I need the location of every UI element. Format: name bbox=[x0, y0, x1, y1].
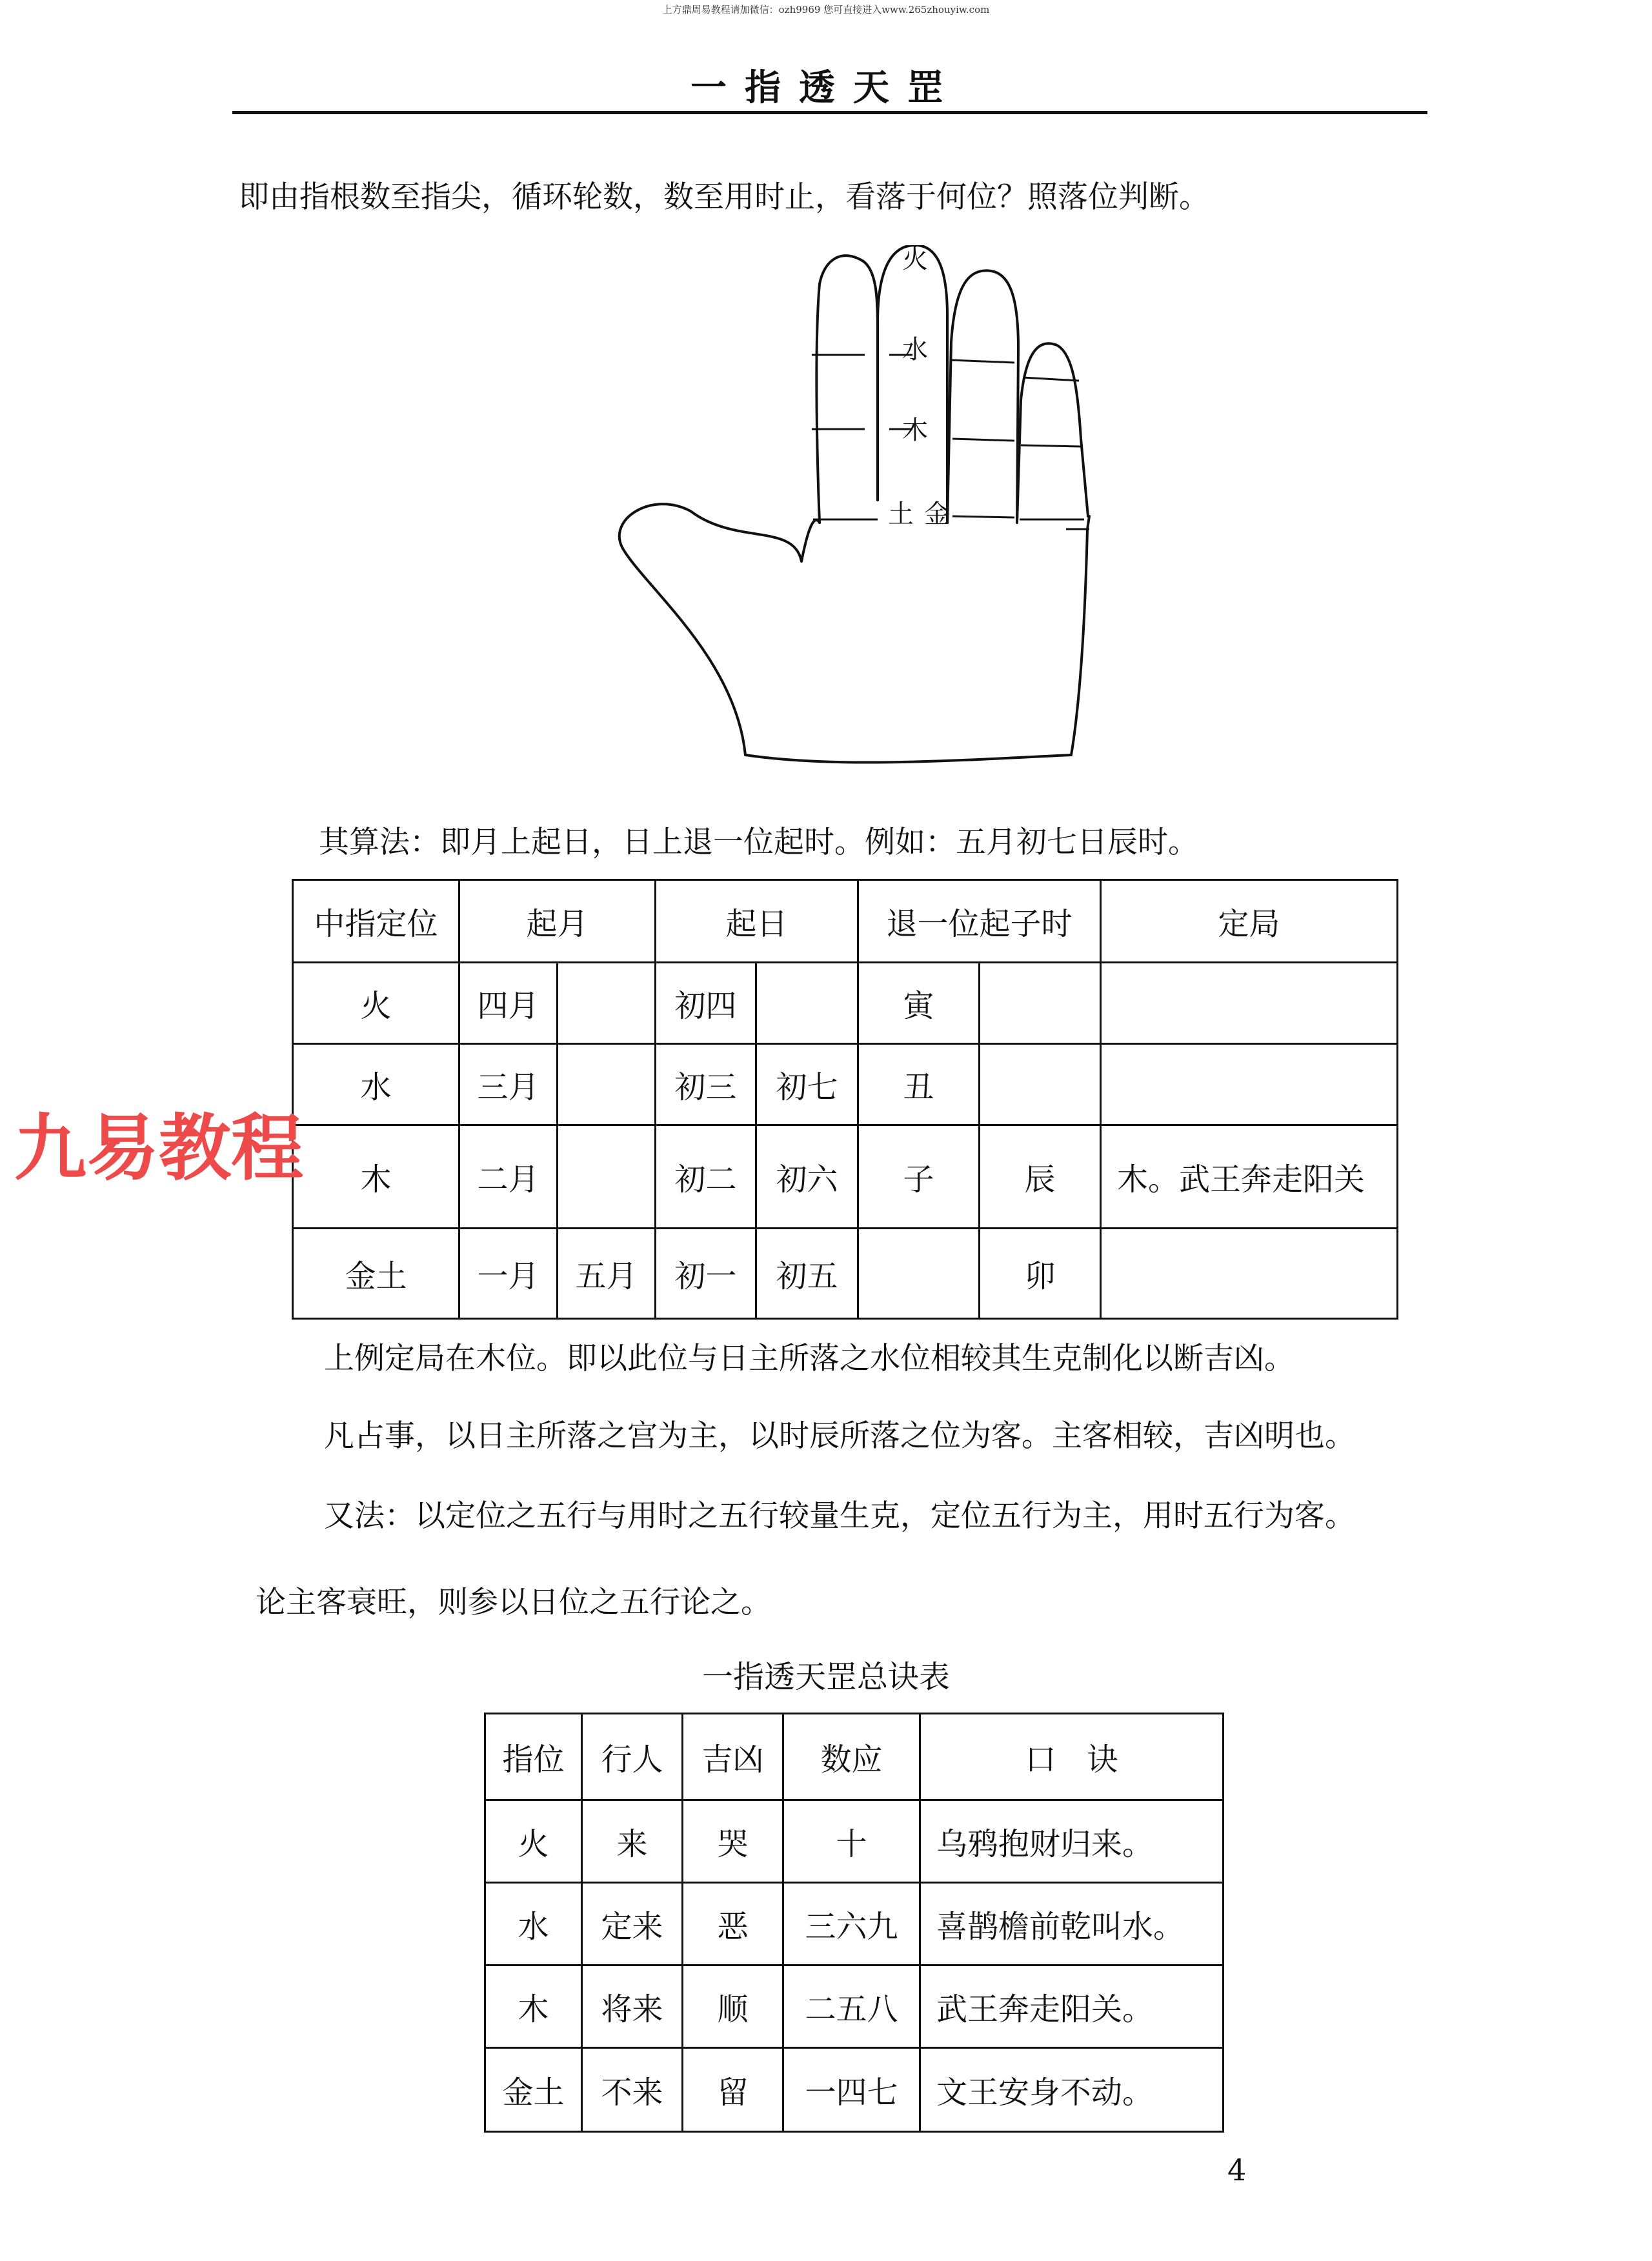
table-cell: 五月 bbox=[558, 1229, 656, 1319]
header-cell: 指位 bbox=[485, 1714, 582, 1800]
watermark-text: 九易教程 bbox=[14, 1107, 303, 1191]
table-cell: 初一 bbox=[656, 1229, 756, 1319]
header-cell: 起月 bbox=[459, 880, 656, 963]
table-row bbox=[293, 1044, 1398, 1125]
table-cell: 十 bbox=[783, 1800, 920, 1883]
table-cell: 初二 bbox=[656, 1125, 756, 1229]
table-cell: 卯 bbox=[980, 1229, 1101, 1319]
table-row bbox=[485, 2048, 1224, 2132]
header-cell: 中指定位 bbox=[293, 880, 459, 963]
table2-caption: 一指透天罡总诀表 bbox=[701, 1659, 950, 1695]
paragraph-1: 上例定局在木位。即以此位与日主所落之水位相较其生克制化以断吉凶。 bbox=[324, 1341, 1294, 1376]
table-cell: 初四 bbox=[656, 963, 756, 1044]
hand-diagram bbox=[607, 245, 1110, 781]
table-row bbox=[293, 963, 1398, 1044]
header-cell: 行人 bbox=[582, 1714, 683, 1800]
header-cell: 数应 bbox=[783, 1714, 920, 1800]
table-cell: 二月 bbox=[459, 1125, 558, 1229]
table-cell: 水 bbox=[293, 1044, 459, 1125]
table-cell: 顺 bbox=[683, 1965, 783, 2048]
table-header-row bbox=[293, 880, 1398, 963]
table-cell: 初六 bbox=[756, 1125, 858, 1229]
table-cell bbox=[558, 1044, 656, 1125]
table-cell: 一月 bbox=[459, 1229, 558, 1319]
table-cell bbox=[1101, 1044, 1398, 1125]
paragraph-2: 凡占事，以日主所落之宫为主，以时辰所落之位为客。主客相较，吉凶明也。 bbox=[324, 1418, 1355, 1454]
table-cell: 初三 bbox=[656, 1044, 756, 1125]
table-cell bbox=[1101, 1229, 1398, 1319]
table-cell: 火 bbox=[485, 1800, 582, 1883]
table-cell: 寅 bbox=[858, 963, 980, 1044]
header-cell: 退一位起子时 bbox=[858, 880, 1101, 963]
table-row bbox=[293, 1125, 1398, 1229]
header-cell: 起日 bbox=[656, 880, 858, 963]
table-cell: 乌鸦抱财归来。 bbox=[920, 1800, 1224, 1883]
table-cell bbox=[558, 1125, 656, 1229]
table-cell: 哭 bbox=[683, 1800, 783, 1883]
table-cell: 喜鹊檐前乾叫水。 bbox=[920, 1883, 1224, 1965]
table-cell: 木 bbox=[293, 1125, 459, 1229]
table-cell: 定来 bbox=[582, 1883, 683, 1965]
page-number: 4 bbox=[1227, 2153, 1247, 2187]
table-cell: 木。武王奔走阳关 bbox=[1101, 1125, 1398, 1229]
table-header-row bbox=[485, 1714, 1224, 1800]
method-paragraph: 其算法：即月上起日，日上退一位起时。例如：五月初七日辰时。 bbox=[319, 825, 1198, 860]
zongjue-table bbox=[484, 1713, 1224, 2133]
header-rule bbox=[232, 111, 1427, 114]
table-cell: 初七 bbox=[756, 1044, 858, 1125]
table-cell: 将来 bbox=[582, 1965, 683, 2048]
table-cell: 金土 bbox=[485, 2048, 582, 2132]
table-cell bbox=[858, 1229, 980, 1319]
hand-label-water: 水 bbox=[902, 335, 928, 365]
table-cell: 不来 bbox=[582, 2048, 683, 2132]
table-row bbox=[293, 1229, 1398, 1319]
paragraph-4: 论主客衰旺，则参以日位之五行论之。 bbox=[256, 1585, 771, 1620]
page-header-title: 一指透天罡 bbox=[690, 66, 962, 109]
table-cell: 三六九 bbox=[783, 1883, 920, 1965]
table-cell: 四月 bbox=[459, 963, 558, 1044]
table-row bbox=[485, 1965, 1224, 2048]
hand-label-earth: 土 bbox=[888, 499, 914, 529]
paragraph-3: 又法：以定位之五行与用时之五行较量生克，定位五行为主，用时五行为客。 bbox=[324, 1498, 1355, 1534]
intro-paragraph: 即由指根数至指尖，循环轮数，数至用时止，看落于何位？照落位判断。 bbox=[239, 179, 1209, 215]
table-cell bbox=[980, 1044, 1101, 1125]
header-cell: 吉凶 bbox=[683, 1714, 783, 1800]
table-cell bbox=[756, 963, 858, 1044]
table-cell bbox=[980, 963, 1101, 1044]
table-cell: 丑 bbox=[858, 1044, 980, 1125]
dingju-table bbox=[292, 879, 1398, 1320]
table-cell bbox=[1101, 963, 1398, 1044]
table-cell: 恶 bbox=[683, 1883, 783, 1965]
table-cell: 来 bbox=[582, 1800, 683, 1883]
table-cell: 水 bbox=[485, 1883, 582, 1965]
hand-label-wood: 木 bbox=[902, 416, 928, 445]
table-row bbox=[485, 1883, 1224, 1965]
table-cell: 子 bbox=[858, 1125, 980, 1229]
table-cell: 辰 bbox=[980, 1125, 1101, 1229]
hand-label-metal: 金 bbox=[924, 499, 950, 529]
table-cell: 二五八 bbox=[783, 1965, 920, 2048]
table-cell: 火 bbox=[293, 963, 459, 1044]
table-cell: 三月 bbox=[459, 1044, 558, 1125]
table-cell: 一四七 bbox=[783, 2048, 920, 2132]
table-cell: 初五 bbox=[756, 1229, 858, 1319]
table-cell bbox=[558, 963, 656, 1044]
table-cell: 留 bbox=[683, 2048, 783, 2132]
table-row bbox=[485, 1800, 1224, 1883]
table-cell: 金土 bbox=[293, 1229, 459, 1319]
table-cell: 木 bbox=[485, 1965, 582, 2048]
header-cell: 定局 bbox=[1101, 880, 1398, 963]
hand-label-fire: 火 bbox=[902, 245, 928, 274]
table-cell: 文王安身不动。 bbox=[920, 2048, 1224, 2132]
top-watermark-note: 上方鼎周易教程请加微信：ozh9969 您可直接进入www.265zhouyiw.com bbox=[662, 4, 990, 15]
table-cell: 武王奔走阳关。 bbox=[920, 1965, 1224, 2048]
header-cell: 口 诀 bbox=[920, 1714, 1224, 1800]
